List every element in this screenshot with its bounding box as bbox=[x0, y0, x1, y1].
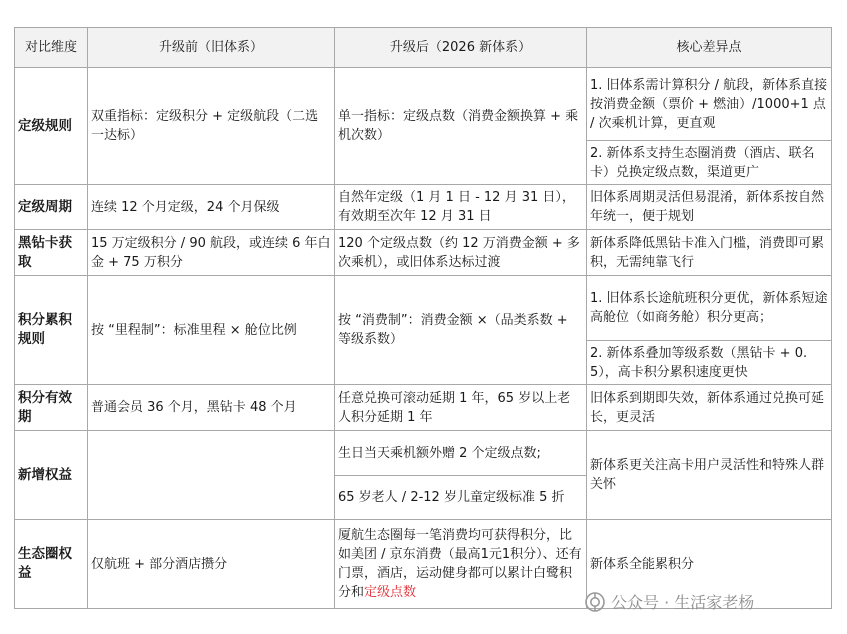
table-row bbox=[15, 431, 832, 476]
after-cell: 按 “消费制”：消费金额 ×（品类系数 + 等级系数） bbox=[335, 276, 587, 385]
table-row bbox=[15, 185, 832, 230]
before-cell: 仅航班 + 部分酒店攒分 bbox=[88, 520, 335, 609]
diff-cell: 2. 新体系叠加等级系数（黑钻卡 + 0.5），高卡积分累积速度更快 bbox=[587, 341, 832, 385]
dimension-cell: 定级周期 bbox=[15, 185, 88, 230]
after-cell: 单一指标：定级点数（消费金额换算 + 乘机次数） bbox=[335, 68, 587, 185]
comparison-table bbox=[14, 27, 832, 609]
before-cell: 15 万定级积分 / 90 航段，或连续 6 年白金 + 75 万积分 bbox=[88, 230, 335, 276]
after-cell: 自然年定级（1 月 1 日 - 12 月 31 日），有效期至次年 12 月 31 日 bbox=[335, 185, 587, 230]
diff-cell: 旧体系到期即失效，新体系通过兑换可延长，更灵活 bbox=[587, 385, 832, 431]
before-cell: 普通会员 36 个月，黑钻卡 48 个月 bbox=[88, 385, 335, 431]
before-cell: 按 “里程制”：标准里程 × 舱位比例 bbox=[88, 276, 335, 385]
table-row bbox=[15, 68, 832, 141]
watermark-text: 公众号 · 生活家老杨 bbox=[611, 593, 755, 612]
after-cell: 任意兑换可滚动延期 1 年，65 岁以上老人积分延期 1 年 bbox=[335, 385, 587, 431]
after-cell: 65 岁老人 / 2-12 岁儿童定级标准 5 折 bbox=[335, 476, 587, 520]
after-cell: 120 个定级点数（约 12 万消费金额 + 多次乘机），或旧体系达标过渡 bbox=[335, 230, 587, 276]
wechat-official-account-icon bbox=[585, 592, 605, 612]
table-row bbox=[15, 385, 832, 431]
header-cell: 对比维度 bbox=[15, 28, 88, 68]
header-cell: 升级后（2026 新体系） bbox=[335, 28, 587, 68]
dimension-cell: 新增权益 bbox=[15, 431, 88, 520]
diff-cell: 新体系全能累积分 bbox=[587, 520, 832, 609]
dimension-cell: 定级规则 bbox=[15, 68, 88, 185]
diff-cell: 1. 旧体系长途航班积分更优，新体系短途高舱位（如商务舱）积分更高； bbox=[587, 276, 832, 341]
diff-cell: 新体系降低黑钻卡准入门槛，消费即可累积，无需纯靠飞行 bbox=[587, 230, 832, 276]
diff-cell: 旧体系周期灵活但易混淆，新体系按自然年统一，便于规划 bbox=[587, 185, 832, 230]
dimension-cell: 生态圈权益 bbox=[15, 520, 88, 609]
header-cell: 升级前（旧体系） bbox=[88, 28, 335, 68]
after-cell bbox=[335, 520, 587, 609]
diff-cell: 2. 新体系支持生态圈消费（酒店、联名卡）兑换定级点数，渠道更广 bbox=[587, 141, 832, 185]
diff-cell: 新体系更关注高卡用户灵活性和特殊人群关怀 bbox=[587, 431, 832, 520]
before-cell: 双重指标：定级积分 + 定级航段（二选一达标） bbox=[88, 68, 335, 185]
before-cell bbox=[88, 431, 335, 520]
header-cell: 核心差异点 bbox=[587, 28, 832, 68]
table-row bbox=[15, 276, 832, 341]
table-row bbox=[15, 230, 832, 276]
before-cell: 连续 12 个月定级，24 个月保级 bbox=[88, 185, 335, 230]
dimension-cell: 积分有效期 bbox=[15, 385, 88, 431]
highlight-text: 定级点数 bbox=[364, 585, 417, 600]
after-text: 厦航生态圈每一笔消费均可获得积分，比如美团 / 京东消费（最高1元1积分）、还有门票，酒店，运动健身都可以累计白鹭积分和 bbox=[338, 528, 582, 600]
watermark bbox=[585, 590, 754, 613]
after-cell: 生日当天乘机额外赠 2 个定级点数; bbox=[335, 431, 587, 476]
header-row bbox=[15, 28, 832, 68]
diff-cell: 1. 旧体系需计算积分 / 航段，新体系直接按消费金额（票价 + 燃油）/1000+1 点 / 次乘机计算，更直观 bbox=[587, 68, 832, 141]
dimension-cell: 黑钻卡获取 bbox=[15, 230, 88, 276]
dimension-cell: 积分累积规则 bbox=[15, 276, 88, 385]
